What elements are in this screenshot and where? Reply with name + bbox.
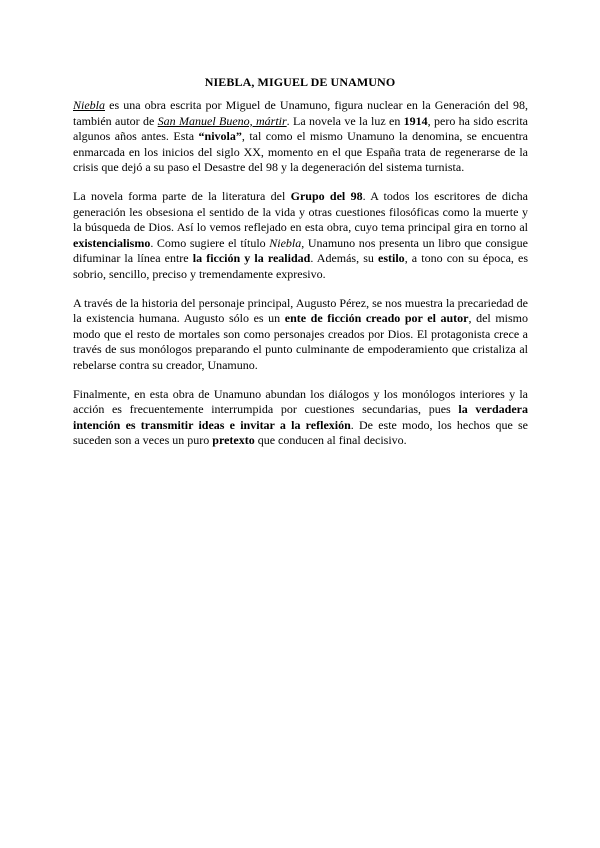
paragraph-2-text-3: . Como sugiere el título (150, 235, 270, 250)
ente-ficcion-term: ente de ficción creado por el autor (284, 311, 469, 326)
existencialismo-term: existencialismo (73, 235, 151, 250)
book-title-niebla: Niebla (73, 98, 105, 112)
paragraph-4-text-3: que conducen al final decisivo. (254, 433, 407, 448)
paragraph-2-text-2: . A todos los escritores de dicha generación les obsesiona el sentido de la vida y otras cuestiones filosóficas como la muerte y la búsqueda de Dios. Así lo vemos reflejado en esta obra, cuyo tema principal gira en torno al (73, 188, 529, 235)
intencion-term: la verdadera intención es transmitir ideas e invitar a la reflexión (73, 402, 528, 432)
paragraph-1-text-1: es una obra escrita por Miguel de Unamuno, figura nuclear en la Generación del 98, también autor de (73, 98, 528, 128)
paragraph-3-text-1: A través de la historia del personaje principal, Augusto Pérez, se nos muestra la precariedad de la existencia humana. Augusto sólo es un (73, 295, 528, 326)
paragraph-3-text-2: , del mismo modo que el resto de mortales son como personajes creados por Dios. El protagonista crece a través de sus monólogos preparando el punto culminante de empoderamiento que cristaliza al rebelarse contra su creador, Unamuno. (73, 311, 528, 372)
paragraph-3 (73, 296, 528, 374)
page-title: NIEBLA, MIGUEL DE UNAMUNO (204, 75, 396, 89)
paragraph-2-text-1: La novela forma parte de la literatura del (73, 188, 291, 203)
paragraph-2 (73, 189, 528, 283)
paragraph-4-text-1: Finalmente, en esta obra de Unamuno abundan los diálogos y los monólogos interiores y la acción es frecuentemente interrumpida por cuestiones secundarias, pues (73, 386, 528, 417)
paragraph-1-text-3: , pero ha sido escrita algunos años antes. Esta (73, 113, 528, 144)
ficcion-realidad-term: la ficción y la realidad (192, 251, 311, 266)
paragraph-1 (73, 98, 528, 176)
grupo-98-term: Grupo del 98 (290, 188, 363, 203)
paragraph-2-text-5: . Además, su (310, 251, 379, 266)
book-title-san-manuel: San Manuel Bueno, mártir (157, 113, 287, 128)
niebla-italic: Niebla (269, 235, 302, 250)
estilo-term: estilo (378, 251, 405, 266)
publication-year: 1914 (403, 113, 428, 128)
paragraph-1-text-4: , tal como el mismo Unamuno la denomina, se encuentra enmarcada en los inicios del siglo XX, momento en el que España trata de regenerarse de la crisis que dejó a su paso el Desastre del 98 y la degeneración del sistema turnista. (73, 129, 528, 175)
paragraph-4-text-2: . De este modo, los hechos que se suceden son a veces un puro (73, 417, 528, 448)
pretexto-term: pretexto (212, 433, 255, 448)
document-body (73, 98, 528, 462)
nivola-term: “nivola” (198, 129, 242, 144)
paragraph-2-text-4: , Unamuno nos presenta un libro que consigue difuminar la línea entre (73, 235, 528, 266)
paragraph-2-text-6: , a tono con su época, es sobrio, sencillo, preciso y tremendamente expresivo. (73, 251, 529, 281)
paragraph-4 (73, 387, 528, 449)
paragraph-1-text-2: . La novela ve la luz en (286, 113, 404, 128)
